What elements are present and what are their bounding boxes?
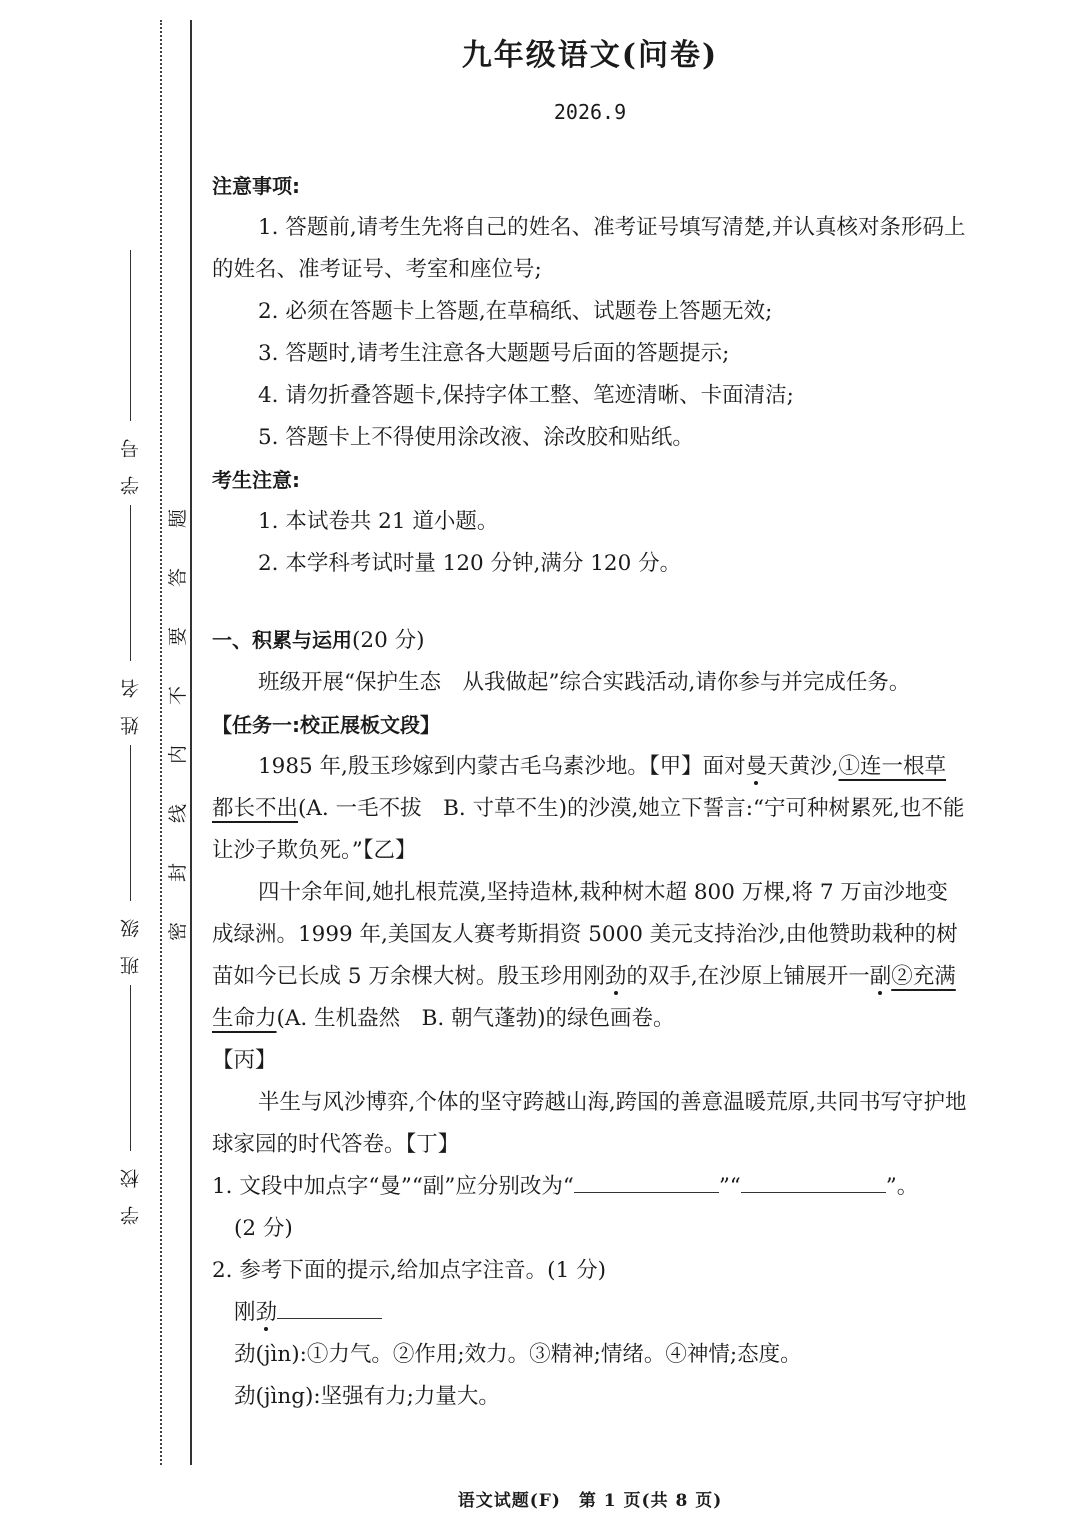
passage-text: (A. 生机盎然 B. 朝气蓬勃)的绿色画卷。: [276, 1006, 675, 1031]
question-1-score: (2 分): [234, 1216, 293, 1241]
class-line: [130, 745, 131, 901]
note-item: 4. 请勿折叠答题卡,保持字体工整、笔迹清晰、卡面清洁;: [258, 383, 794, 408]
seal-char: 题: [167, 508, 190, 529]
passage-text: 天黄沙,: [767, 754, 839, 779]
passage-paragraph-2: [212, 872, 967, 1040]
question-2-word: [212, 1292, 967, 1334]
question-2: 2. 参考下面的提示,给加点字注音。(1 分): [212, 1258, 606, 1283]
note-item: 5. 答题卡上不得使用涂改液、涂改胶和贴纸。: [258, 425, 694, 450]
passage-text: 四十余年间,她扎根荒漠,坚持造林,栽种树木超 800 万棵,将 7 万亩沙地变成绿洲。1999 年,美国友人赛考斯捐资 5000 美元支持治沙,由他赞助栽种的树苗如今已长成 5 万余棵大树。殷玉珍用刚: [212, 880, 958, 989]
class-field[interactable]: [110, 745, 150, 975]
dotted-char: 曼: [745, 754, 768, 779]
seal-char: 封: [167, 862, 190, 883]
binding-solid-line: [190, 20, 192, 1465]
question-text: ”。: [885, 1174, 919, 1199]
school-field[interactable]: [110, 985, 150, 1225]
name-field[interactable]: [110, 505, 150, 735]
word-text: 刚: [234, 1300, 256, 1325]
student-number-line: [130, 250, 131, 421]
candidate-item: 1. 本试卷共 21 道小题。: [258, 509, 499, 534]
student-number-field[interactable]: [110, 250, 150, 495]
dotted-char: 劲: [604, 964, 627, 989]
seal-char: 要: [167, 626, 190, 647]
candidate-heading: 考生注意:: [212, 468, 300, 492]
school-line: [130, 985, 131, 1151]
seal-char: 内: [167, 744, 190, 765]
seal-line-text: [164, 505, 190, 945]
section1-score: (20 分): [352, 628, 425, 653]
underlined-phrase: ②充满生命力: [212, 964, 956, 1031]
name-line: [130, 505, 131, 661]
passage-text: (A. 一毛不拔 B. 寸草不生)的沙漠,她立下誓言:“宁可种树累死,也不能让沙子欺负死。”【乙】: [212, 796, 965, 863]
question-text: 1. 文段中加点字“曼”“副”应分别改为“: [212, 1174, 574, 1199]
section1-title: 一、积累与运用: [212, 628, 352, 652]
passage-text: 1985 年,殷玉珍嫁到内蒙古毛乌素沙地。【甲】面对: [258, 754, 746, 779]
seal-char: 不: [167, 685, 190, 706]
exam-date: 2026.9: [553, 100, 627, 124]
dotted-char: 劲: [255, 1300, 278, 1325]
section1-intro: 班级开展“保护生态 从我做起”综合实践活动,请你参与并完成任务。: [258, 670, 911, 695]
seal-char: 线: [167, 803, 190, 824]
spacer: [212, 585, 967, 619]
note-item: 3. 答题时,请考生注意各大题题号后面的答题提示;: [258, 341, 730, 366]
answer-blank[interactable]: [741, 1170, 886, 1193]
passage-text: 的双手,在沙原上铺展开一: [626, 964, 870, 989]
question-text: ”“: [718, 1174, 741, 1199]
exam-title: 九年级语文(问卷): [461, 38, 719, 73]
section1-heading: [212, 619, 967, 662]
note-item: 1. 答题前,请考生先将自己的姓名、准考证号填写清楚,并认真核对条形码上的姓名、准考证号、考室和座位号;: [212, 215, 966, 282]
task1-heading: 【任务一:校正展板文段】: [212, 713, 440, 737]
page-footer: 语文试题(F) 第 1 页(共 8 页): [457, 1491, 723, 1511]
candidate-item: 2. 本学科考试时量 120 分钟,满分 120 分。: [258, 551, 682, 576]
notes-heading: 注意事项:: [212, 174, 300, 198]
school-label: 学校: [119, 1151, 142, 1225]
passage-marker: 【丙】: [212, 1048, 277, 1073]
class-label: 班级: [119, 901, 142, 975]
passage-paragraph-1: [212, 746, 967, 872]
passage-paragraph-3: 半生与风沙博弈,个体的坚守跨越山海,跨国的善意温暖荒原,共同书写守护地球家园的时代答卷。【丁】: [212, 1090, 967, 1157]
student-number-label: 学号: [119, 421, 142, 495]
seal-char: 答: [167, 567, 190, 588]
name-label: 姓名: [119, 661, 142, 735]
definition-jing: 劲(jìng):坚强有力;力量大。: [234, 1384, 500, 1409]
seal-char: 密: [167, 921, 190, 942]
exam-content: [212, 165, 967, 1418]
answer-blank[interactable]: [277, 1296, 382, 1319]
dotted-char: 副: [869, 964, 892, 989]
note-item: 2. 必须在答题卡上答题,在草稿纸、试题卷上答题无效;: [258, 299, 773, 324]
underlined-phrase: ①连一根草都长不出: [212, 754, 947, 821]
binding-dotted-line: [160, 20, 162, 1465]
question-1: [212, 1166, 967, 1208]
answer-blank[interactable]: [574, 1170, 719, 1193]
definition-jin: 劲(jìn):①力气。②作用;效力。③精神;情绪。④神情;态度。: [234, 1342, 802, 1367]
